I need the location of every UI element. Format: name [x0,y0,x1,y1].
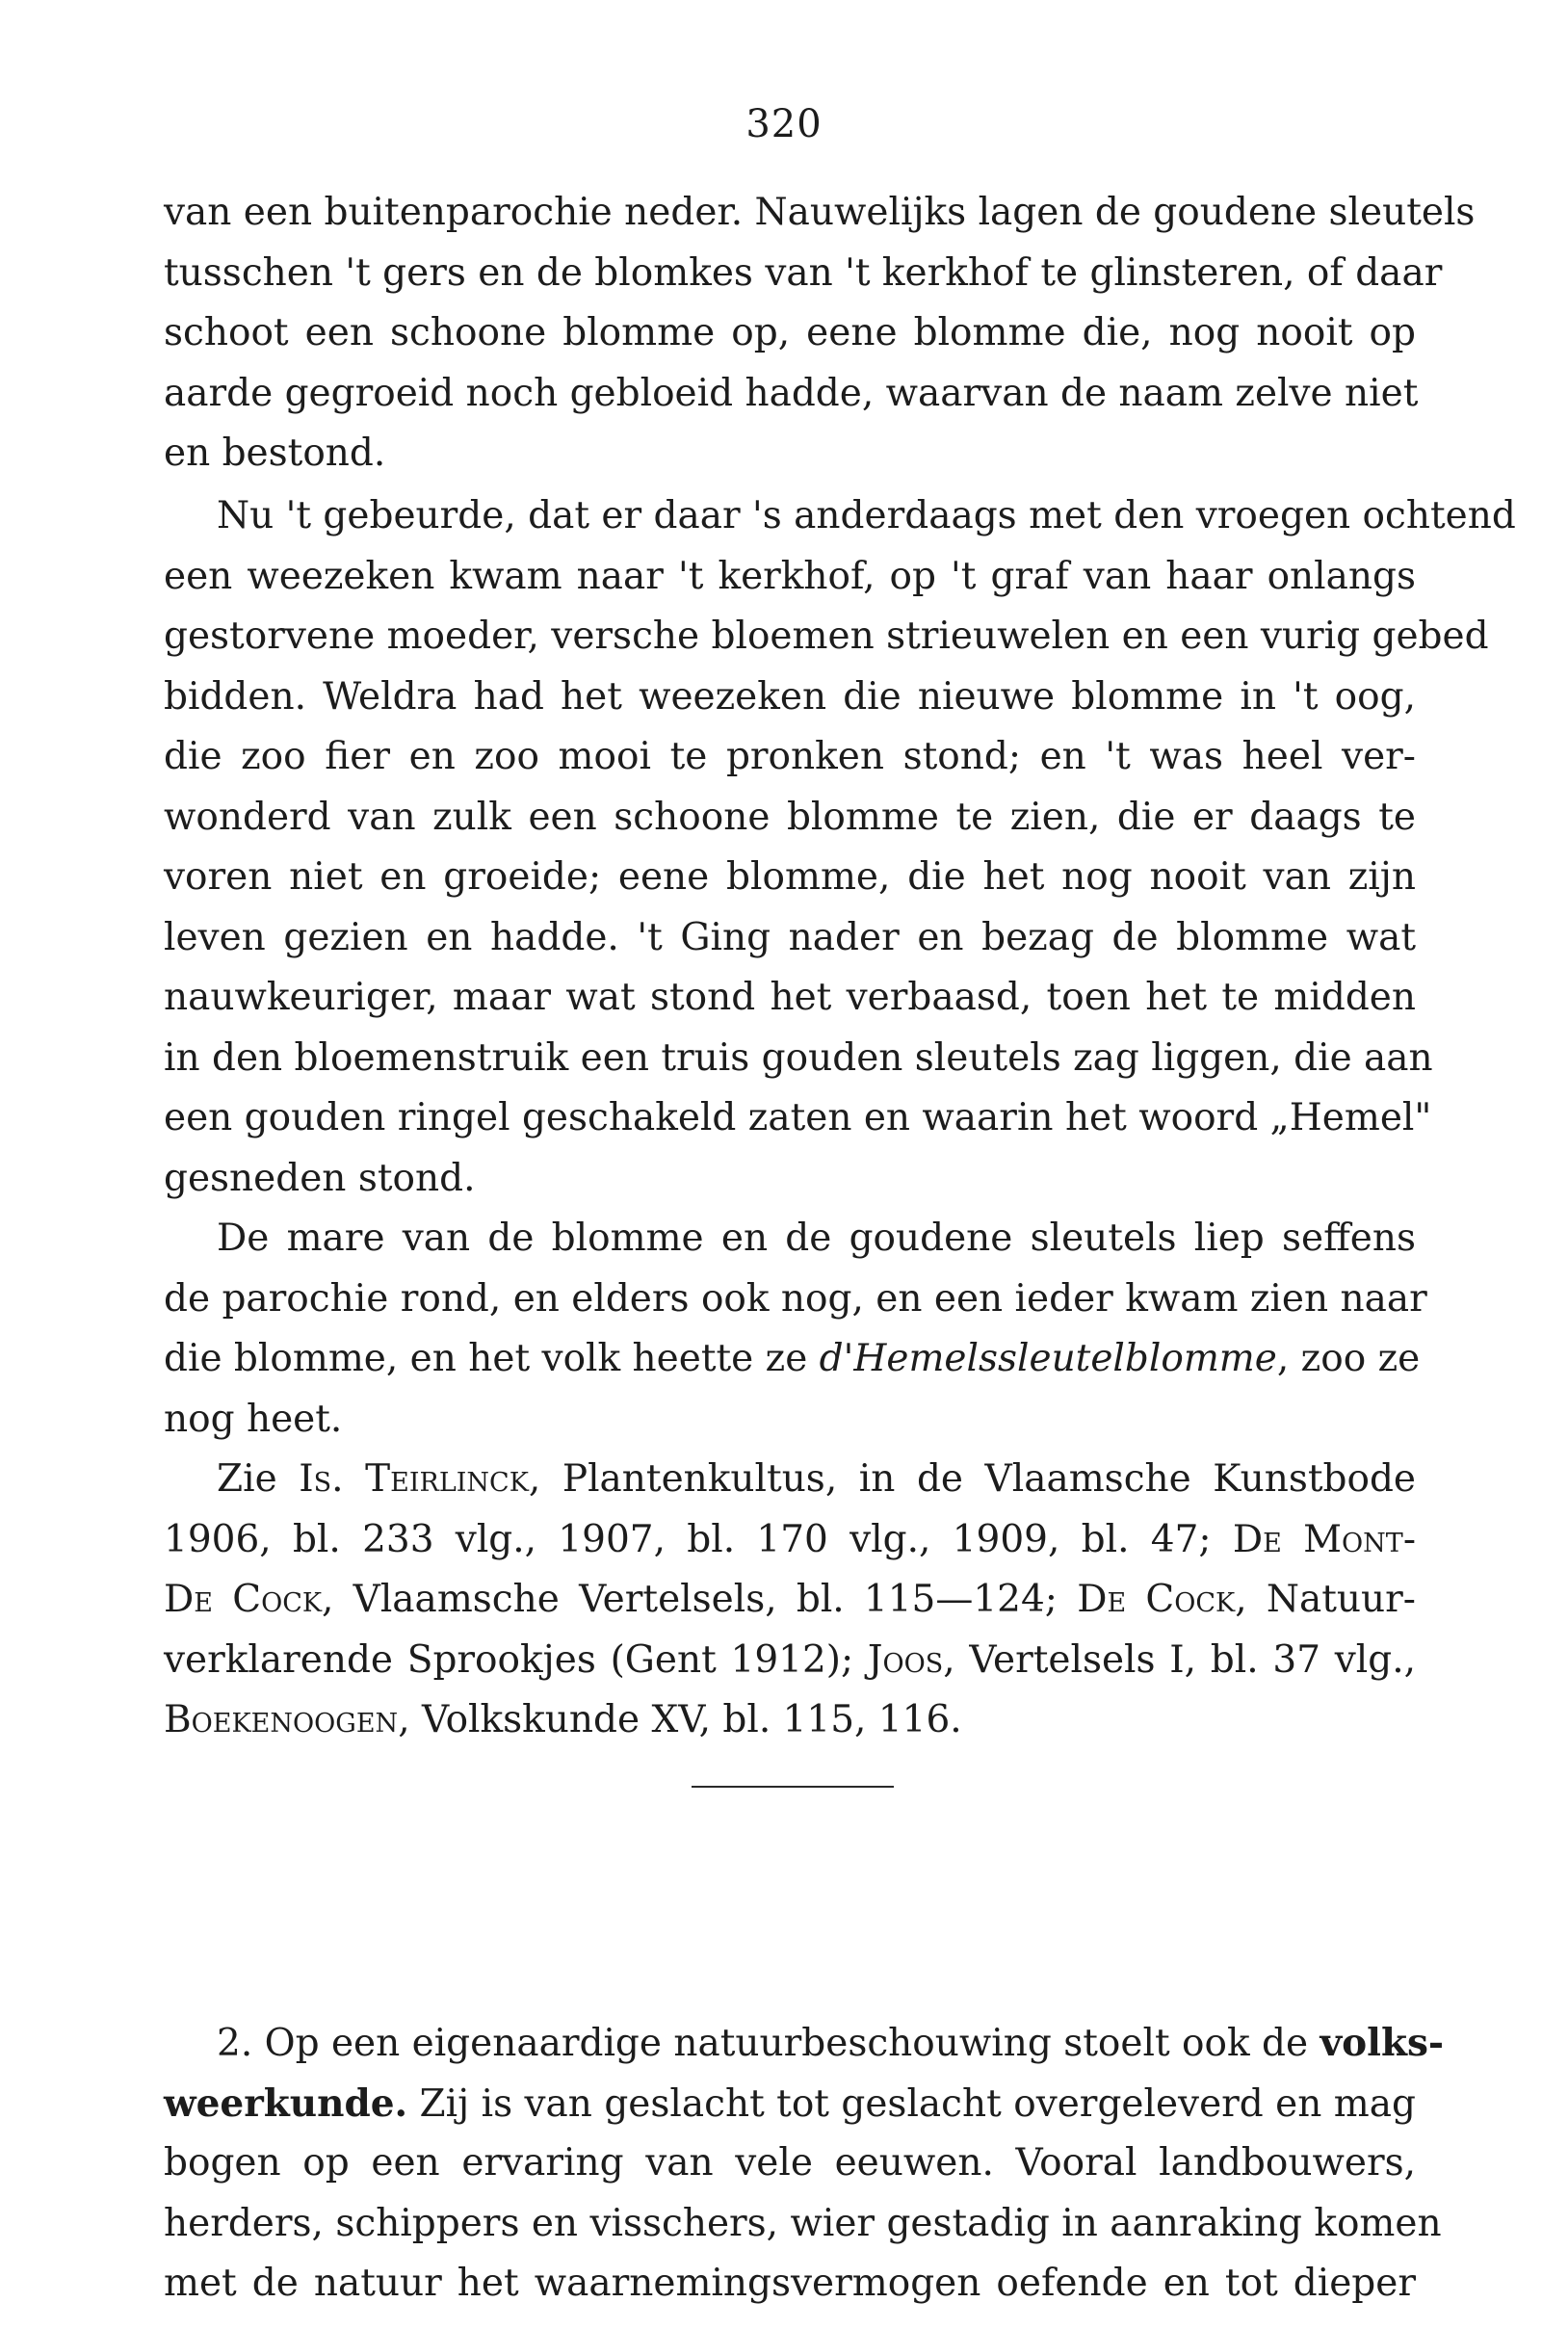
text-segment: 1906, bl. 233 vlg., 1907, bl. 170 vlg., 1909, bl. 47; [164,1517,1233,1561]
text-line: een gouden ringel geschakeld zaten en waarin het woord „Hemel" [164,1096,1432,1139]
text-segment: , Volkskunde XV, bl. 115, 116. [398,1698,962,1741]
paragraph-legend-spread [164,1209,1427,1450]
text-line: gesneden stond. [164,1156,476,1200]
section-2-paragraph [164,2013,1445,2315]
bold-term: weerkunde. [164,2080,408,2126]
text-segment: , Vlaamsche Vertelsels, bl. 115—124; [322,1578,1078,1621]
text-line: bidden. Weldra had het weezeken die nieuwe blomme in 't oog, [164,674,1416,719]
text-line: tusschen 't gers en de blomkes van 't kerkhof te glinsteren, of daar [164,250,1443,295]
text-line: met de natuur het waarnemingsvermogen oefende en tot dieper [164,2262,1416,2305]
author-name: Boekenoogen [164,1698,399,1741]
text-line: gestorvene moeder, versche bloemen strieuwelen en een vurig gebed [164,615,1489,658]
text-line: de parochie rond, en elders ook nog, en een ieder kwam zien naar [164,1276,1427,1321]
text-line: De mare van de blomme en de goudene sleutels liep seffens [217,1217,1416,1260]
author-name: De Cock [164,1578,323,1621]
text-line: nauwkeuriger, maar wat stond het verbaasd, toen het te midden [164,976,1416,1019]
text-line: van een buitenparochie neder. Nauwelijks lagen de goudene sleutels [164,191,1476,234]
text-line: en bestond. [164,432,386,475]
bold-term: volks- [1320,2021,1445,2065]
text-segment: , Natuur- [1235,1578,1416,1621]
text-line: een weezeken kwam naar 't kerkhof, op 't graf van haar onlangs [164,554,1416,598]
text-line: Nu 't gebeurde, dat er daar 's anderdaags met den vroegen ochtend [217,494,1516,537]
paragraph-orphan-story [164,486,1516,1209]
text-line [164,2013,1445,2074]
text-line: in den bloemenstruik een truis gouden sleutels zag liggen, die aan [164,1035,1433,1080]
text-segment: , zoo ze [1276,1337,1421,1380]
text-line: bogen op een ervaring van vele eeuwen. Vooral landbouwers, [164,2141,1416,2185]
author-name: De Cock [1077,1578,1236,1621]
text-segment: verklarende Sprookjes (Gent 1912); [164,1637,868,1682]
author-name: Is. Teirlinck [299,1457,529,1501]
text-segment: die blomme, en het volk heette ze [164,1337,820,1380]
text-line: voren niet en groeide; eene blomme, die het nog nooit van zijn [164,855,1416,899]
text-line [164,1690,1416,1751]
text-line: wonderd van zulk een schoone blomme te zien, die er daags te [164,795,1416,839]
text-line: herders, schippers en visschers, wier gestadig in aanraking komen [164,2201,1442,2245]
paragraph-continuation [164,183,1476,484]
section-divider [692,1786,894,1788]
text-line: leven gezien en hadde. 't Ging nader en bezag de blomme wat [164,915,1416,959]
text-line: die zoo fier en zoo mooi te pronken stond; en 't was heel ver- [164,735,1416,778]
author-name: Joos [867,1637,944,1682]
text-line: nog heet. [164,1397,343,1441]
text-segment: 2. Op een eigenaardige natuurbeschouwing stoelt ook de [217,2022,1320,2065]
references-paragraph [164,1450,1416,1751]
text-line [164,1510,1416,1571]
text-line: schoot een schoone blomme op, eene blomme die, nog nooit op [164,311,1416,354]
text-line [164,2074,1416,2134]
text-segment: Zie [217,1457,300,1501]
text-line [164,1631,1416,1691]
text-line: aarde gegroeid noch gebloeid hadde, waarvan de naam zelve niet [164,371,1419,415]
page-number: 320 [745,102,823,146]
author-name: De Mont- [1232,1517,1416,1561]
italic-flower-name: d'Hemelssleutelblomme [819,1337,1277,1380]
text-line [164,1450,1416,1510]
text-segment: , Vertelsels I, bl. 37 vlg., [943,1637,1416,1682]
text-line [164,1329,1421,1390]
text-line [164,1570,1416,1631]
text-segment: , Plantenkultus, in de Vlaamsche Kunstbode [528,1457,1416,1501]
text-segment: Zij is van geslacht tot geslacht overgeleverd en mag [407,2081,1416,2126]
